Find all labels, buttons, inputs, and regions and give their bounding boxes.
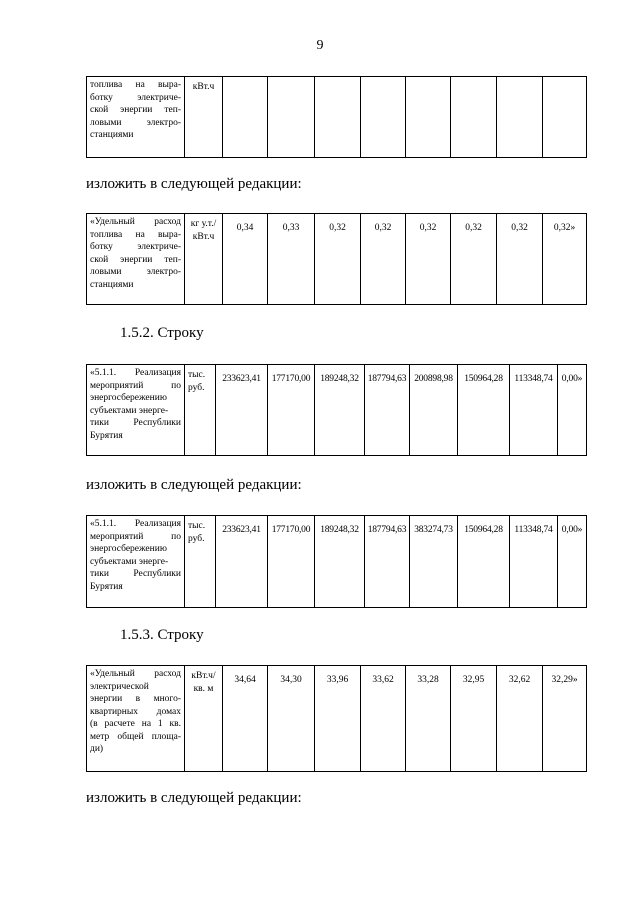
row-unit: тыс. руб. <box>185 365 216 456</box>
value-cell: 383274,73 <box>410 516 458 608</box>
row-name: «5.1.1. Реализация мероприятий по энергосбережению субъектами энерге- тики Республики Бурятия <box>87 365 185 456</box>
value-cell: 0,32 <box>497 214 543 305</box>
value-cell <box>361 77 406 158</box>
table-5-1-1-new <box>86 515 587 608</box>
value-cell: 0,32 <box>361 214 406 305</box>
value-cell: 177170,00 <box>268 365 315 456</box>
value-cell: 189248,32 <box>315 365 365 456</box>
value-cell: 33,96 <box>315 666 361 772</box>
value-cell: 0,32» <box>543 214 587 305</box>
table-fuel-new <box>86 213 587 305</box>
row-unit: кВт.ч/ кв. м <box>185 666 223 772</box>
value-cell <box>497 77 543 158</box>
value-cell <box>223 77 268 158</box>
value-cell: 233623,41 <box>216 365 268 456</box>
paragraph-amend-1: изложить в следующей редакции: <box>86 176 302 192</box>
value-cell: 0,00» <box>558 516 587 608</box>
value-cell: 0,32 <box>451 214 497 305</box>
value-cell: 32,29» <box>543 666 587 772</box>
row-name: «5.1.1. Реализация мероприятий по энергосбережению субъектами энерге- тики Республики Бурятия <box>87 516 185 608</box>
table-5-1-1-old <box>86 364 587 456</box>
value-cell: 33,62 <box>361 666 406 772</box>
value-cell: 33,28 <box>406 666 451 772</box>
value-cell <box>451 77 497 158</box>
value-cell: 34,30 <box>268 666 315 772</box>
page-number: 9 <box>316 38 324 53</box>
value-cell: 113348,74 <box>510 365 558 456</box>
value-cell: 177170,00 <box>268 516 315 608</box>
value-cell: 150964,28 <box>458 516 510 608</box>
value-cell: 187794,63 <box>365 365 410 456</box>
row-name: «Удельный расход электрической энергии в много- квартирных домах (в расчете на 1 кв. метр общей площа- ди) <box>87 666 185 772</box>
value-cell: 0,33 <box>268 214 315 305</box>
table-fuel-continuation <box>86 76 587 158</box>
value-cell: 187794,63 <box>365 516 410 608</box>
value-cell <box>315 77 361 158</box>
value-cell <box>543 77 587 158</box>
value-cell: 200898,98 <box>410 365 458 456</box>
value-cell: 150964,28 <box>458 365 510 456</box>
value-cell: 0,32 <box>406 214 451 305</box>
value-cell: 233623,41 <box>216 516 268 608</box>
heading-1-5-3: 1.5.3. Строку <box>120 627 204 643</box>
value-cell: 32,95 <box>451 666 497 772</box>
paragraph-amend-2: изложить в следующей редакции: <box>86 477 302 493</box>
table-electric-consumption <box>86 665 587 772</box>
paragraph-amend-3: изложить в следующей редакции: <box>86 790 302 806</box>
value-cell: 0,34 <box>223 214 268 305</box>
value-cell: 0,00» <box>558 365 587 456</box>
value-cell: 32,62 <box>497 666 543 772</box>
heading-1-5-2: 1.5.2. Строку <box>120 325 204 341</box>
value-cell: 189248,32 <box>315 516 365 608</box>
row-name: топлива на выра- ботку электриче- ской энергии теп- ловыми электро- станциями <box>87 77 185 158</box>
value-cell: 34,64 <box>223 666 268 772</box>
row-name: «Удельный расход топлива на выра- ботку электриче- ской энергии теп- ловыми электро- станциями <box>87 214 185 305</box>
value-cell: 113348,74 <box>510 516 558 608</box>
row-unit: кг у.т./ кВт.ч <box>185 214 223 305</box>
row-unit: тыс. руб. <box>185 516 216 608</box>
value-cell <box>406 77 451 158</box>
row-unit: кВт.ч <box>185 77 223 158</box>
value-cell: 0,32 <box>315 214 361 305</box>
value-cell <box>268 77 315 158</box>
